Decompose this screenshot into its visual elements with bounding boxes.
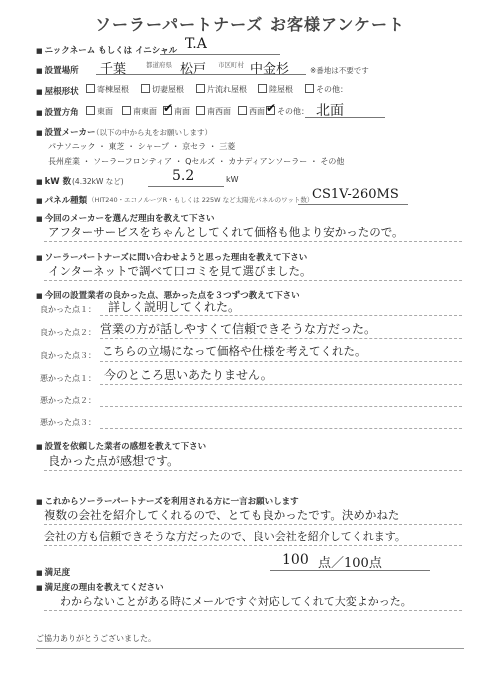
- good-point-1-answer: 詳しく説明してくれた。: [108, 300, 241, 314]
- kw-example: (4.32kW など): [72, 177, 124, 186]
- message-answer-line-1: 複数の会社を紹介してくれるので、とても良かったです。決めかねた: [44, 508, 400, 522]
- good-point-2-answer: 営業の方が話しやすくて信頼できそうな方だった。: [100, 322, 377, 336]
- kw-underline: [148, 186, 224, 187]
- roof-label: ■ 屋根形状: [36, 85, 79, 97]
- location-label: ■ 設置場所: [36, 64, 79, 76]
- decide-answer: 良かった点が感想です。: [48, 454, 180, 468]
- message-line-1: [44, 524, 462, 525]
- good-point-1-label: 良かった点１：: [40, 305, 96, 314]
- good-point-2-line: [100, 338, 462, 339]
- kw-unit: kW: [226, 175, 239, 184]
- direction-other-check-icon: ✔: [266, 101, 277, 115]
- roof-option-2: 切妻屋根: [141, 84, 184, 95]
- direction-south-check-icon: ✔: [163, 101, 174, 115]
- satisfaction-label: ■ 満足度: [36, 566, 70, 578]
- contact-answer: インターネットで調べて口コミを見て選びました。: [48, 264, 312, 278]
- kw-value: 5.2: [172, 168, 195, 184]
- reason-label: ■ 今回のメーカーを選んだ理由を教えて下さい: [36, 212, 214, 224]
- roof-option-4: 陸屋根: [258, 84, 293, 95]
- reason-answer: アフターサービスをちゃんとしてくれて価格も他より安かったので。: [48, 225, 404, 239]
- bad-point-3-line: [100, 428, 462, 429]
- good-point-3-line: [100, 361, 462, 362]
- message-line-2: [44, 545, 462, 546]
- location-pref-label: 都道府県: [146, 61, 172, 69]
- message-label: ■ これからソーラーパートナーズを利用される方に一言お願いします: [36, 495, 299, 507]
- kw-label: ■ kW 数: [36, 175, 71, 187]
- good-point-1-line: [100, 315, 462, 316]
- panel-note: （HIT240・エコノルーツR・もしくは 225W など太陽光パネルのワット数）: [88, 196, 314, 204]
- direction-option-east: 東面: [86, 106, 113, 117]
- good-point-3-answer: こちらの立場になって価格や仕様を考えてくれた。: [102, 344, 367, 358]
- bad-point-1-answer: 今のところ思いあたりません。: [104, 368, 273, 382]
- bad-point-1-line: [100, 384, 462, 385]
- page-title: ソーラーパートナーズ お客様アンケート: [94, 15, 405, 34]
- location-city-label: 市区町村: [218, 61, 244, 69]
- maker-list-row-1: パナソニック ・ 東芝 ・ シャープ ・ 京セラ ・ 三菱: [48, 142, 236, 151]
- roof-option-5: その他：: [305, 84, 348, 95]
- contact-label: ■ ソーラーパートナーズに問い合わせようと思った理由を教えて下さい: [36, 251, 307, 263]
- satisfaction-reason-answer: わからないことがある時にメールですぐ対応してくれて大変よかった。: [60, 595, 412, 608]
- nickname-underline: [160, 54, 280, 55]
- satisfaction-value: 100: [282, 552, 309, 568]
- bad-point-2-label: 悪かった点２：: [40, 396, 96, 405]
- message-answer-line-2: 会社の方も信頼できそうな方だったので、良い会社を紹介してくれます。: [44, 530, 406, 543]
- maker-label: ■ 設置メーカー: [36, 126, 95, 138]
- good-point-3-label: 良かった点３：: [40, 351, 96, 360]
- panel-value: CS1V-260MS: [312, 187, 399, 202]
- satisfaction-reason-label: ■ 満足度の理由を教えてください: [36, 581, 164, 593]
- decide-label: ■ 設置を依頼した業者の感想を教えて下さい: [36, 440, 206, 452]
- direction-other-underline: [305, 117, 385, 118]
- direction-label: ■ 設置方角: [36, 106, 79, 118]
- points-label: ■ 今回の設置業者の良かった点、悪かった点を３つずつ教えて下さい: [36, 289, 300, 301]
- location-prefecture: 千葉: [100, 62, 127, 77]
- reason-line: [44, 241, 462, 242]
- direction-option-other: その他：: [266, 106, 309, 117]
- footer-thanks: ご協力ありがとうございました。: [36, 634, 156, 643]
- satisfaction-underline: [270, 570, 430, 571]
- direction-option-southwest: 南西面: [196, 106, 231, 117]
- bad-point-3-label: 悪かった点３：: [40, 418, 96, 427]
- maker-note: （以下の中から丸をお願いします）: [92, 128, 212, 137]
- footer-divider: [36, 648, 464, 649]
- direction-option-south: 南面: [163, 106, 190, 117]
- location-underline: [96, 74, 306, 75]
- maker-list-row-2: 長州産業 ・ ソーラーフロンティア ・ Qセルズ ・ カナディアンソーラー ・ その他: [48, 157, 345, 166]
- location-town: 中金杉: [250, 62, 290, 77]
- panel-label: ■ パネル種類: [36, 194, 87, 206]
- satisfaction-reason-line: [44, 610, 462, 611]
- location-note: ※番地は不要です: [310, 66, 369, 75]
- bad-point-1-label: 悪かった点１：: [40, 374, 96, 383]
- direction-option-west: 西面: [238, 106, 265, 117]
- contact-line: [44, 280, 462, 281]
- good-point-2-label: 良かった点２：: [40, 328, 96, 337]
- direction-other-value: 北面: [316, 103, 344, 119]
- roof-option-1: 寄棟屋根: [86, 84, 129, 95]
- location-city: 松戸: [180, 62, 207, 77]
- nickname-label: ■ ニックネーム もしくは イニシャル: [36, 44, 177, 56]
- nickname-value: T.A: [185, 36, 207, 52]
- roof-option-3: 片流れ屋根: [196, 84, 247, 95]
- direction-option-southeast: 南東面: [122, 106, 157, 117]
- satisfaction-suffix: 点／100点: [318, 556, 382, 571]
- bad-point-2-line: [100, 406, 462, 407]
- decide-line: [44, 470, 462, 471]
- panel-underline: [298, 204, 408, 205]
